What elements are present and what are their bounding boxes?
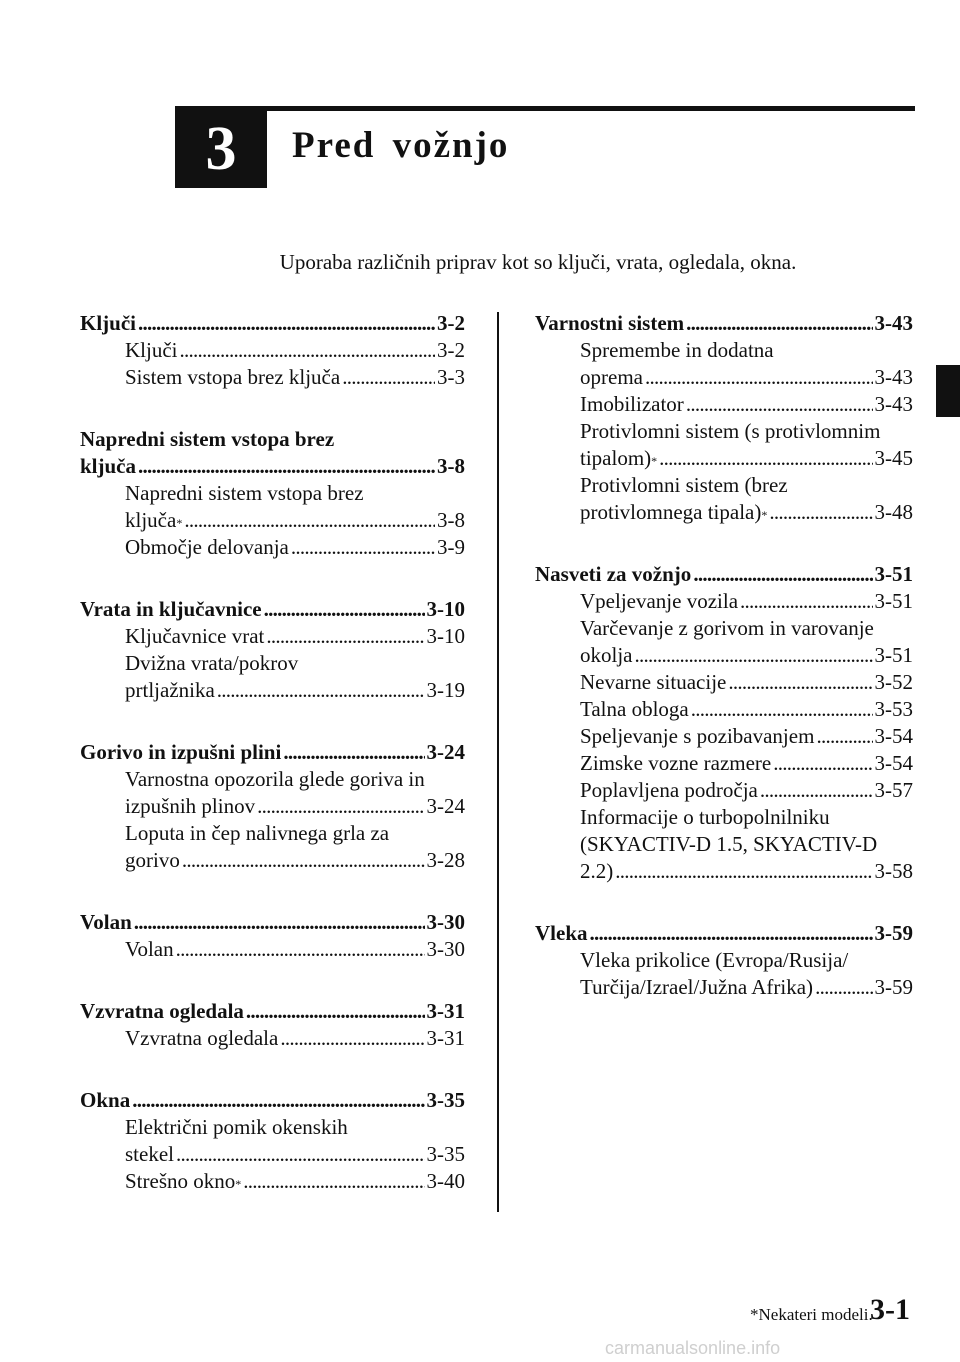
toc-section [80, 739, 465, 874]
toc-entry-text: Ključavnice vrat [125, 624, 265, 648]
toc-entry-text: Imobilizator [580, 392, 684, 416]
dot-leader [257, 793, 424, 820]
dot-leader [773, 750, 872, 777]
toc-entry[interactable] [80, 623, 465, 650]
toc-entry-text: Vleka [535, 921, 588, 945]
column-divider [497, 312, 499, 1212]
toc-heading[interactable] [80, 909, 465, 936]
toc-entry-text: gorivo [125, 848, 180, 872]
toc-entry[interactable] [80, 677, 465, 704]
dot-leader [180, 337, 436, 364]
toc-entry-text: Strešno okno [125, 1169, 236, 1193]
chapter-top-rule [175, 106, 915, 111]
toc-entry[interactable] [80, 1114, 465, 1141]
toc-entry-text: Speljevanje s pozibavanjem [580, 724, 815, 748]
toc-section [80, 426, 465, 561]
toc-page-ref: 3-30 [426, 937, 465, 961]
watermark: carmanualsonline.info [605, 1338, 781, 1358]
toc-page-ref: 3-40 [426, 1169, 465, 1193]
toc-entry[interactable] [80, 936, 465, 963]
toc-entry-text: Vzvratna ogledala [80, 999, 244, 1023]
toc-page-ref: 3-10 [426, 624, 465, 648]
toc-page-ref: 3-35 [426, 1142, 465, 1166]
dot-leader [645, 364, 873, 391]
dot-leader [176, 1141, 425, 1168]
dot-leader [182, 847, 425, 874]
toc-section [80, 1087, 465, 1195]
toc-entry[interactable] [535, 472, 913, 499]
toc-entry-text: Informacije o turbopolnilniku [580, 805, 830, 829]
toc-entry[interactable] [80, 1141, 465, 1168]
dot-leader [659, 445, 872, 472]
toc-page-ref: 3-57 [874, 778, 913, 802]
toc-entry-text: Varnostna opozorila glede goriva in [125, 767, 425, 791]
toc-entry-text: Vrata in ključavnice [80, 597, 262, 621]
toc-entry-text: Turčija/Izrael/Južna Afrika) [580, 975, 814, 999]
toc-right-column [535, 310, 913, 1036]
toc-page-ref: 3-59 [874, 975, 913, 999]
toc-entry-text: Gorivo in izpušni plini [80, 740, 282, 764]
toc-page-ref: 3-43 [874, 392, 913, 416]
toc-entry-text: Vpeljevanje vozila [580, 589, 739, 613]
toc-entry-text: Ključi [125, 338, 178, 362]
toc-page-ref: 3-43 [874, 365, 913, 389]
dot-leader [693, 561, 872, 588]
toc-entry-text: Vleka prikolice (Evropa/Rusija/ [580, 948, 849, 972]
toc-entry-text: ključa [80, 454, 137, 478]
dot-leader [590, 920, 873, 947]
toc-entry[interactable] [80, 364, 465, 391]
toc-entry-text: Protivlomni sistem (brez [580, 473, 788, 497]
toc-heading[interactable] [80, 596, 465, 623]
dot-leader [816, 723, 872, 750]
dot-leader [134, 909, 425, 936]
dot-leader [760, 777, 873, 804]
toc-entry[interactable] [535, 337, 913, 364]
dot-leader [280, 1025, 424, 1052]
toc-entry[interactable] [80, 1025, 465, 1052]
toc-entry[interactable] [80, 766, 465, 793]
toc-entry[interactable]: protivlomnega tipala) * . . . 3-48 [535, 499, 913, 526]
dot-leader [686, 310, 872, 337]
toc-page-ref: 3-24 [426, 740, 465, 764]
toc-page-ref: 3-48 [874, 500, 913, 524]
toc-page-ref: 3-31 [426, 999, 465, 1023]
toc-entry[interactable]: ključa * . . . 3-8 [80, 507, 465, 534]
footer-note: *Nekateri modeli. [750, 1305, 873, 1324]
toc-entry-text: Sistem vstopa brez ključa [125, 365, 341, 389]
toc-entry[interactable] [535, 723, 913, 750]
toc-entry[interactable] [535, 974, 913, 1001]
toc-entry-text: oprema [580, 365, 643, 389]
toc-entry-text: Varčevanje z gorivom in varovanje [580, 616, 874, 640]
toc-page-ref: 3-51 [874, 589, 913, 613]
toc-entry-text: Protivlomni sistem (s protivlomnim [580, 419, 881, 443]
toc-entry-text: Ključi [80, 311, 136, 335]
toc-entry-text: stekel [125, 1142, 174, 1166]
toc-page-ref: 3-24 [426, 794, 465, 818]
toc-page-ref: 3-10 [426, 597, 465, 621]
toc-heading[interactable] [535, 561, 913, 588]
dot-leader [686, 391, 873, 418]
toc-section [80, 310, 465, 391]
dot-leader [728, 669, 872, 696]
toc-page-ref: 3-52 [874, 670, 913, 694]
toc-entry-text: Območje delovanja [125, 535, 289, 559]
toc-page-ref: 3-53 [874, 697, 913, 721]
toc-entry[interactable] [535, 777, 913, 804]
toc-entry-text: Poplavljena področja [580, 778, 758, 802]
dot-leader [138, 310, 435, 337]
toc-section [535, 920, 913, 1001]
toc-entry[interactable] [535, 418, 913, 445]
dot-leader [176, 936, 425, 963]
toc-entry-text: Dvižna vrata/pokrov [125, 651, 299, 675]
toc-heading[interactable] [535, 310, 913, 337]
toc-page-ref: 3-59 [874, 921, 913, 945]
dot-leader [769, 499, 872, 526]
toc-entry[interactable] [80, 480, 465, 507]
toc-entry[interactable] [80, 650, 465, 677]
toc-page-ref: 3-9 [437, 535, 465, 559]
dot-leader [635, 642, 873, 669]
dot-leader [283, 739, 424, 766]
toc-page-ref: 3-51 [874, 643, 913, 667]
chapter-number: 3 [205, 115, 237, 183]
toc-page-ref: 3-2 [437, 311, 465, 335]
toc-section [535, 561, 913, 885]
toc-page-ref: 3-54 [874, 751, 913, 775]
toc-entry[interactable] [535, 804, 913, 831]
toc-entry[interactable] [535, 947, 913, 974]
toc-entry-text: prtljažnika [125, 678, 215, 702]
toc-entry[interactable] [80, 534, 465, 561]
dot-leader [217, 677, 425, 704]
toc-heading[interactable] [80, 453, 465, 480]
toc-entry-text: (SKYACTIV-D 1.5, SKYACTIV-D [580, 832, 878, 856]
toc-page-ref: 3-2 [437, 338, 465, 362]
toc-entry-text: Vzvratna ogledala [125, 1026, 279, 1050]
dot-leader [740, 588, 872, 615]
toc-entry[interactable] [80, 337, 465, 364]
toc-page-ref: 3-58 [874, 859, 913, 883]
dot-leader [264, 596, 425, 623]
toc-entry-text: Zimske vozne razmere [580, 751, 772, 775]
chapter-side-tab [936, 365, 960, 417]
toc-entry[interactable] [535, 831, 913, 858]
toc-section [80, 909, 465, 963]
dot-leader [138, 453, 435, 480]
toc-page-ref: 3-31 [426, 1026, 465, 1050]
toc-entry-text: ključa [125, 508, 177, 532]
dot-leader [291, 534, 435, 561]
toc-entry-text: Nevarne situacije [580, 670, 727, 694]
toc-entry-text: Napredni sistem vstopa brez [80, 427, 335, 451]
toc-heading[interactable] [80, 739, 465, 766]
dot-leader [266, 623, 424, 650]
toc-left-column [80, 310, 465, 1230]
toc-page-ref: 3-8 [437, 454, 465, 478]
toc-page-ref: 3-30 [426, 910, 465, 934]
toc-section [80, 596, 465, 704]
toc-entry-text: Volan [125, 937, 174, 961]
toc-page-ref: 3-35 [426, 1088, 465, 1112]
toc-page-ref: 3-3 [437, 365, 465, 389]
toc-page-ref: 3-8 [437, 508, 465, 532]
page-number: 3-1 [870, 1293, 910, 1326]
toc-entry[interactable] [535, 588, 913, 615]
toc-page-ref: 3-54 [874, 724, 913, 748]
toc-entry-text: Spremembe in dodatna [580, 338, 774, 362]
toc-entry-text: Električni pomik okenskih [125, 1115, 348, 1139]
toc-entry[interactable] [535, 615, 913, 642]
toc-entry-text: protivlomnega tipala) [580, 500, 762, 524]
toc-entry[interactable] [80, 820, 465, 847]
dot-leader [132, 1087, 424, 1114]
toc-entry-text: tipalom) [580, 446, 652, 470]
toc-entry-text: 2.2) [580, 859, 614, 883]
toc-entry-text: Loputa in čep nalivnega grla za [125, 821, 390, 845]
dot-leader [815, 974, 872, 1001]
dot-leader [243, 1168, 424, 1195]
toc-page-ref: 3-43 [874, 311, 913, 335]
dot-leader [691, 696, 873, 723]
toc-page-ref: 3-19 [426, 678, 465, 702]
toc-entry[interactable] [535, 669, 913, 696]
toc-section [535, 310, 913, 526]
toc-heading[interactable] [80, 310, 465, 337]
toc-entry-text: okolja [580, 643, 633, 667]
chapter-number-box [175, 110, 267, 188]
toc-entry[interactable] [535, 391, 913, 418]
toc-page-ref: 3-51 [874, 562, 913, 586]
toc-entry[interactable] [535, 642, 913, 669]
toc-entry[interactable] [535, 364, 913, 391]
dot-leader [246, 998, 425, 1025]
chapter-title: Pred vožnjo [292, 125, 510, 166]
toc-entry[interactable] [535, 696, 913, 723]
chapter-subtitle: Uporaba različnih priprav kot so ključi, vrata, ogledala, okna. [279, 250, 797, 274]
toc-heading[interactable] [80, 1087, 465, 1114]
toc-entry-text: Volan [80, 910, 132, 934]
toc-entry-text: Varnostni sistem [535, 311, 685, 335]
toc-entry-text: Nasveti za vožnjo [535, 562, 692, 586]
toc-heading[interactable] [535, 920, 913, 947]
toc-entry-text: izpušnih plinov [125, 794, 256, 818]
dot-leader [615, 858, 872, 885]
toc-entry[interactable] [80, 793, 465, 820]
toc-entry-text: Talna obloga [580, 697, 689, 721]
toc-entry-text: Okna [80, 1088, 131, 1112]
toc-heading[interactable] [80, 426, 465, 453]
toc-entry-text: Napredni sistem vstopa brez [125, 481, 364, 505]
dot-leader [342, 364, 435, 391]
toc-section [80, 998, 465, 1052]
dot-leader [184, 507, 435, 534]
toc-entry[interactable] [80, 847, 465, 874]
toc-entry[interactable]: Strešno okno * . . . 3-40 [80, 1168, 465, 1195]
toc-heading[interactable] [80, 998, 465, 1025]
toc-entry[interactable] [535, 858, 913, 885]
toc-entry[interactable]: tipalom) * . . . 3-45 [535, 445, 913, 472]
toc-page-ref: 3-45 [874, 446, 913, 470]
toc-entry[interactable] [535, 750, 913, 777]
toc-page-ref: 3-28 [426, 848, 465, 872]
